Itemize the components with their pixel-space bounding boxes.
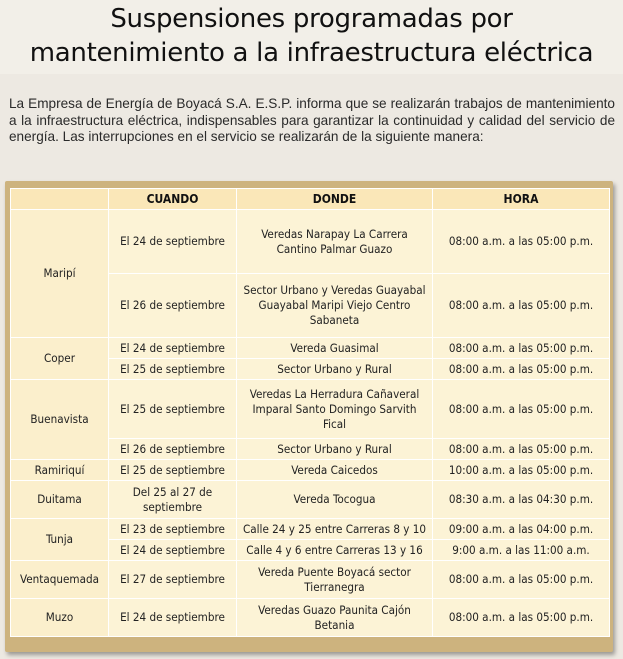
table-header-row [11, 189, 610, 210]
cell-time: 08:00 a.m. a las 05:00 p.m. [433, 338, 610, 359]
cell-where: Vereda Tocogua [237, 481, 433, 519]
intro-paragraph: La Empresa de Energía de Boyacá S.A. E.S.P. informa que se realizarán trabajos de mantenimiento a la infraestructura eléctrica, indispensables para garantizar la continuidad y calidad del servicio de energía. Las interrupciones en el servicio se realizarán de la siguiente manera: [9, 96, 615, 144]
cell-time: 08:00 a.m. a las 05:00 p.m. [433, 274, 610, 338]
header-when: CUANDO [109, 189, 237, 210]
cell-place: Coper [11, 338, 109, 380]
cell-where: Calle 24 y 25 entre Carreras 8 y 10 [237, 519, 433, 540]
cell-when: El 23 de septiembre [109, 519, 237, 540]
header-place [11, 189, 109, 210]
cell-when: El 26 de septiembre [109, 439, 237, 460]
table-row [11, 460, 610, 481]
table-row [11, 210, 610, 274]
cell-time: 09:00 a.m. a las 04:00 p.m. [433, 519, 610, 540]
cell-where: Veredas Narapay La Carrera Cantino Palmar Guazo [237, 210, 433, 274]
cell-time: 9:00 a.m. a las 11:00 a.m. [433, 540, 610, 561]
page-title-line-2: mantenimiento a la infraestructura eléctrica [29, 38, 594, 68]
table-row [11, 338, 610, 359]
cell-place: Tunja [11, 519, 109, 561]
header-where: DONDE [237, 189, 433, 210]
cell-time: 08:30 a.m. a las 04:30 p.m. [433, 481, 610, 519]
table-row [11, 561, 610, 599]
cell-where: Calle 4 y 6 entre Carreras 13 y 16 [237, 540, 433, 561]
cell-time: 10:00 a.m. a las 05:00 p.m. [433, 460, 610, 481]
table-row [11, 519, 610, 540]
header-time: HORA [433, 189, 610, 210]
table-row [11, 380, 610, 439]
schedule-table-frame [5, 181, 613, 652]
cell-place: Muzo [11, 599, 109, 637]
cell-where: Vereda Guasimal [237, 338, 433, 359]
schedule-table [10, 188, 610, 637]
cell-where: Sector Urbano y Rural [237, 439, 433, 460]
cell-place: Duitama [11, 481, 109, 519]
cell-time: 08:00 a.m. a las 05:00 p.m. [433, 599, 610, 637]
title-banner [0, 0, 623, 74]
cell-when: El 24 de septiembre [109, 599, 237, 637]
cell-time: 08:00 a.m. a las 05:00 p.m. [433, 210, 610, 274]
cell-where: Sector Urbano y Rural [237, 359, 433, 380]
cell-time: 08:00 a.m. a las 05:00 p.m. [433, 561, 610, 599]
table-row [11, 481, 610, 519]
cell-time: 08:00 a.m. a las 05:00 p.m. [433, 359, 610, 380]
cell-when: El 25 de septiembre [109, 460, 237, 481]
cell-place: Ventaquemada [11, 561, 109, 599]
cell-when: El 27 de septiembre [109, 561, 237, 599]
cell-where: Vereda Puente Boyacá sector Tierranegra [237, 561, 433, 599]
cell-when: El 26 de septiembre [109, 274, 237, 338]
cell-place: Buenavista [11, 380, 109, 460]
cell-when: El 24 de septiembre [109, 210, 237, 274]
cell-where: Sector Urbano y Veredas Guayabal Guayabal Maripi Viejo Centro Sabaneta [237, 274, 433, 338]
cell-place: Maripí [11, 210, 109, 338]
cell-where: Veredas Guazo Paunita Cajón Betania [237, 599, 433, 637]
cell-time: 08:00 a.m. a las 05:00 p.m. [433, 439, 610, 460]
cell-when: El 24 de septiembre [109, 338, 237, 359]
cell-time: 08:00 a.m. a las 05:00 p.m. [433, 380, 610, 439]
cell-where: Vereda Caicedos [237, 460, 433, 481]
cell-when: El 24 de septiembre [109, 540, 237, 561]
table-row [11, 599, 610, 637]
schedule-body [11, 210, 610, 637]
cell-when: El 25 de septiembre [109, 359, 237, 380]
cell-when: Del 25 al 27 de septiembre [109, 481, 237, 519]
cell-place: Ramiriquí [11, 460, 109, 481]
cell-where: Veredas La Herradura Cañaveral Imparal Santo Domingo Sarvith Fical [237, 380, 433, 439]
page-title-line-1: Suspensiones programadas por [110, 4, 513, 34]
cell-when: El 25 de septiembre [109, 380, 237, 439]
